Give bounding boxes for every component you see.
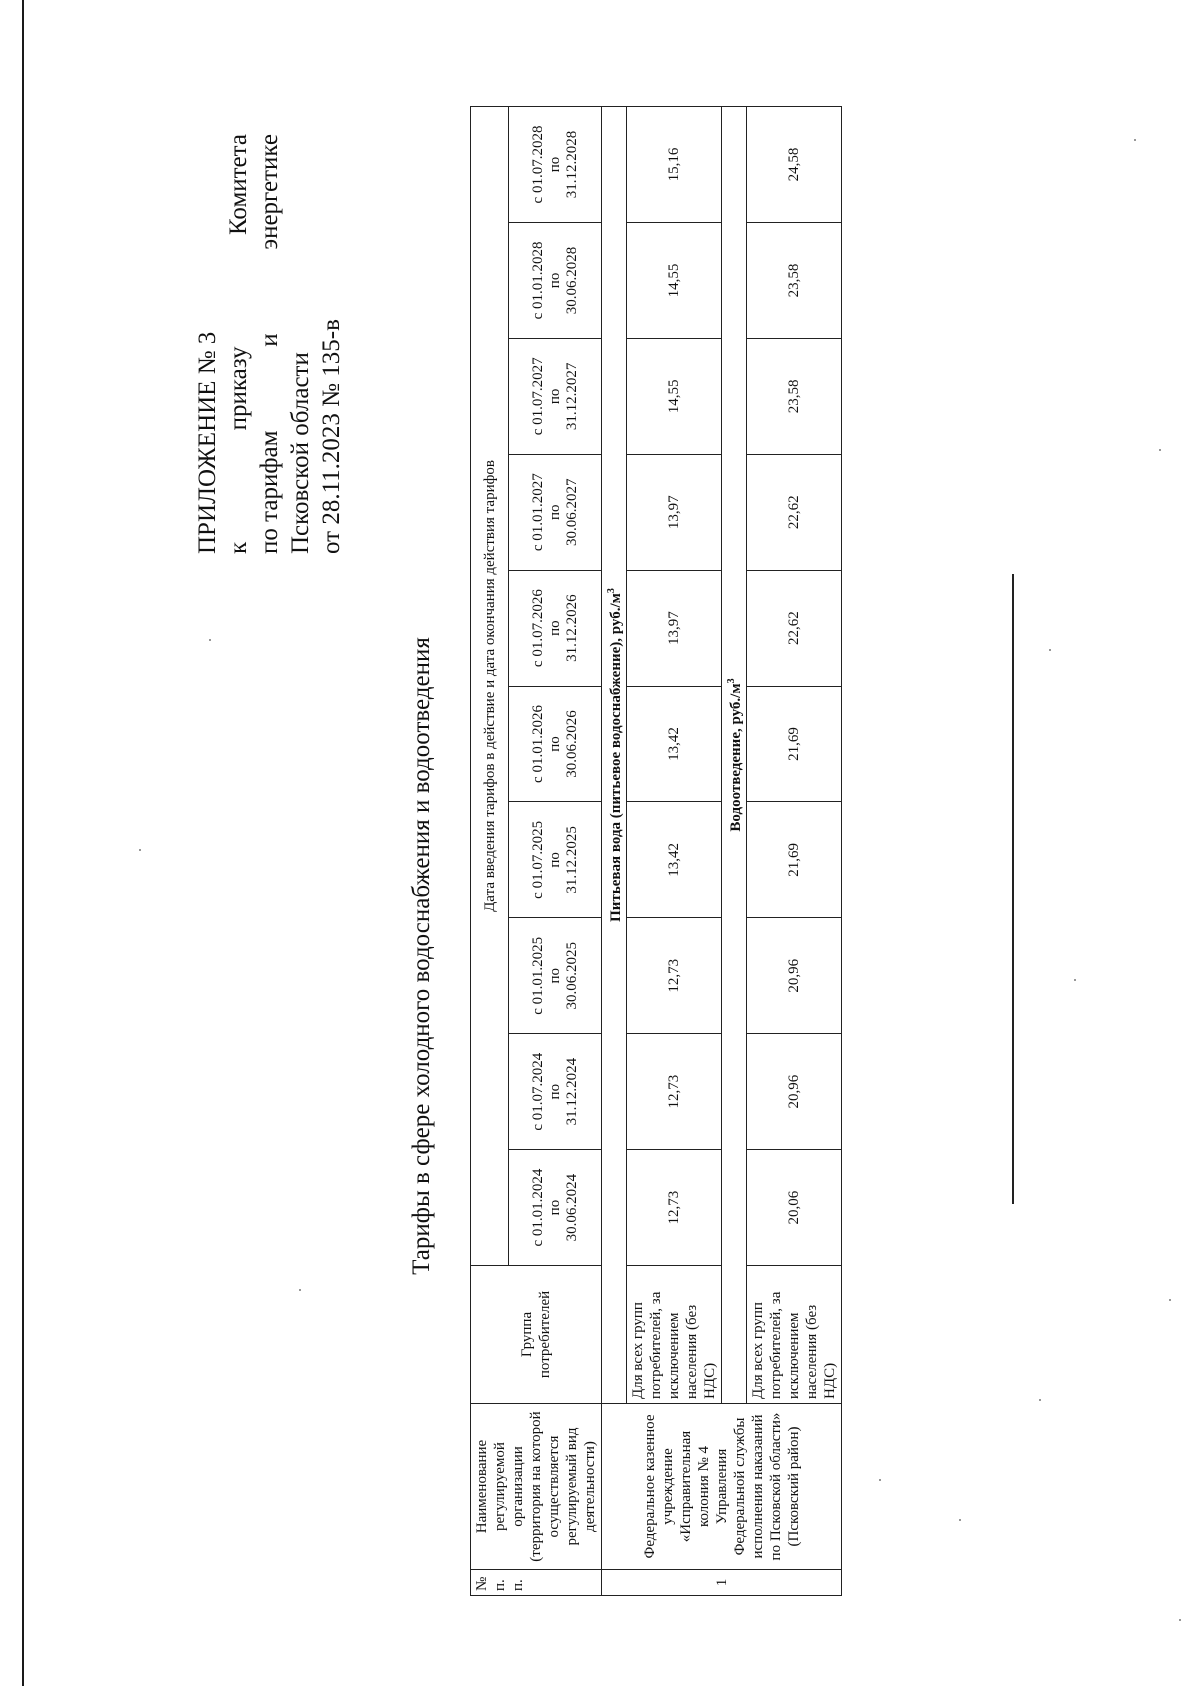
period-to: 30.06.2025: [563, 942, 580, 1010]
tariff-value: 12,73: [627, 918, 722, 1034]
period-from: с 01.01.2025: [529, 936, 546, 1015]
tariff-value: 14,55: [627, 338, 722, 454]
appendix-line-1-left: к: [225, 541, 252, 554]
period-header: [509, 454, 602, 570]
period-to-word: по: [546, 156, 563, 173]
tariff-value: 20,96: [747, 918, 842, 1034]
tariff-value: 15,16: [627, 107, 722, 223]
header-organization: Наименование регулируемой организации (территория на которой осуществляется регулируемый вид деятельности): [471, 1404, 602, 1570]
section-unit-superscript: 3: [606, 588, 617, 594]
period-to: 31.12.2025: [563, 826, 580, 894]
period-header: [509, 570, 602, 686]
tariff-value: 22,62: [747, 454, 842, 570]
tariff-value: 23,58: [747, 338, 842, 454]
period-header: [509, 1150, 602, 1266]
appendix-line-1: [223, 134, 254, 554]
consumer-group: Для всех групп потребителей, за исключением населения (без НДС): [627, 1266, 722, 1404]
document-title: Тарифы в сфере холодного водоснабжения и водоотведения: [408, 637, 435, 1275]
period-to-word: по: [546, 852, 563, 868]
tariff-value: 13,42: [627, 802, 722, 918]
section-title-text: Питьевая вода (питьевое водоснабжение), руб./м: [608, 593, 624, 922]
tariff-value: 24,58: [747, 107, 842, 223]
appendix-line-2-left: по тарифам: [256, 430, 283, 554]
period-from: с 01.07.2025: [529, 820, 546, 899]
appendix-title: ПРИЛОЖЕНИЕ № 3: [194, 331, 221, 554]
appendix-line-4: от 28.11.2023 № 135-в: [318, 319, 345, 554]
period-header: [509, 686, 602, 802]
organization-name: Федеральное казенное учреждение «Исправительная колония № 4 Управления Федеральной службы исполнения наказаний по Псковской области» (Псковский район): [602, 1404, 842, 1570]
period-to: 30.06.2024: [563, 1173, 580, 1242]
period-to-word: по: [546, 504, 563, 520]
tariff-value: 20,96: [747, 1034, 842, 1150]
period-header: [509, 1034, 602, 1150]
tariff-value: 21,69: [747, 686, 842, 802]
table-row: [747, 107, 842, 1596]
period-from: с 01.07.2027: [529, 357, 546, 436]
consumer-group: Для всех групп потребителей, за исключением населения (без НДС): [747, 1266, 842, 1404]
period-to: 31.12.2027: [563, 362, 580, 431]
appendix-line-1-right: Комитета: [225, 134, 252, 236]
section-title: [722, 107, 747, 1404]
section-row: [722, 107, 747, 1596]
period-to-word: по: [546, 388, 563, 405]
section-title: [602, 107, 627, 1404]
period-to: 30.06.2026: [563, 710, 580, 778]
period-header: [509, 222, 602, 338]
tariff-value: 13,97: [627, 454, 722, 570]
tariff-value: 13,97: [627, 570, 722, 686]
period-to: 31.12.2024: [563, 1057, 580, 1126]
tariff-value: 12,73: [627, 1034, 722, 1150]
period-from: с 01.07.2024: [529, 1052, 546, 1131]
period-from: с 01.01.2024: [529, 1168, 546, 1247]
header-dates-caption: Дата введения тарифов в действие и дата окончания действия тарифов: [471, 107, 509, 1266]
period-header: [509, 918, 602, 1034]
appendix-line-2-right: энергетике: [256, 134, 283, 250]
period-header: [509, 338, 602, 454]
period-to: 30.06.2027: [563, 478, 580, 546]
tariff-value: 13,42: [627, 686, 722, 802]
header-number: № п. п.: [471, 1570, 602, 1596]
period-to: 30.06.2028: [563, 246, 580, 315]
appendix-line-1-mid: приказу: [225, 346, 252, 431]
period-to-word: по: [546, 272, 563, 289]
appendix-block: [192, 134, 347, 554]
period-to-word: по: [546, 736, 563, 752]
period-to-word: по: [546, 1199, 563, 1216]
tariff-value: 21,69: [747, 802, 842, 918]
tariff-value: 22,62: [747, 570, 842, 686]
row-number: 1: [602, 1570, 842, 1596]
period-from: с 01.07.2028: [529, 125, 546, 204]
section-title-text: Водоотведение, руб./м: [728, 683, 744, 832]
period-from: с 01.01.2028: [529, 241, 546, 320]
period-header: [509, 107, 602, 223]
period-to-word: по: [546, 620, 563, 636]
header-group: Группа потребителей: [471, 1266, 602, 1404]
tariff-value: 12,73: [627, 1150, 722, 1266]
appendix-line-2-mid: и: [256, 333, 283, 347]
tariff-value: 23,58: [747, 222, 842, 338]
section-row: [602, 107, 627, 1596]
period-to: 31.12.2028: [563, 130, 580, 199]
period-from: с 01.01.2026: [529, 705, 546, 783]
period-header: [509, 802, 602, 918]
tariff-table: [470, 106, 842, 1596]
period-to-word: по: [546, 1083, 563, 1100]
appendix-line-2: [254, 134, 285, 554]
period-from: с 01.01.2027: [529, 473, 546, 552]
appendix-line-3: Псковской области: [287, 352, 314, 554]
section-unit-superscript: 3: [726, 678, 737, 684]
tariff-value: 20,06: [747, 1150, 842, 1266]
table-row: [627, 107, 722, 1596]
period-to-word: по: [546, 968, 563, 984]
period-from: с 01.07.2026: [529, 589, 546, 668]
period-to: 31.12.2026: [563, 594, 580, 662]
tariff-value: 14,55: [627, 222, 722, 338]
table-header-row-1: [471, 107, 509, 1596]
